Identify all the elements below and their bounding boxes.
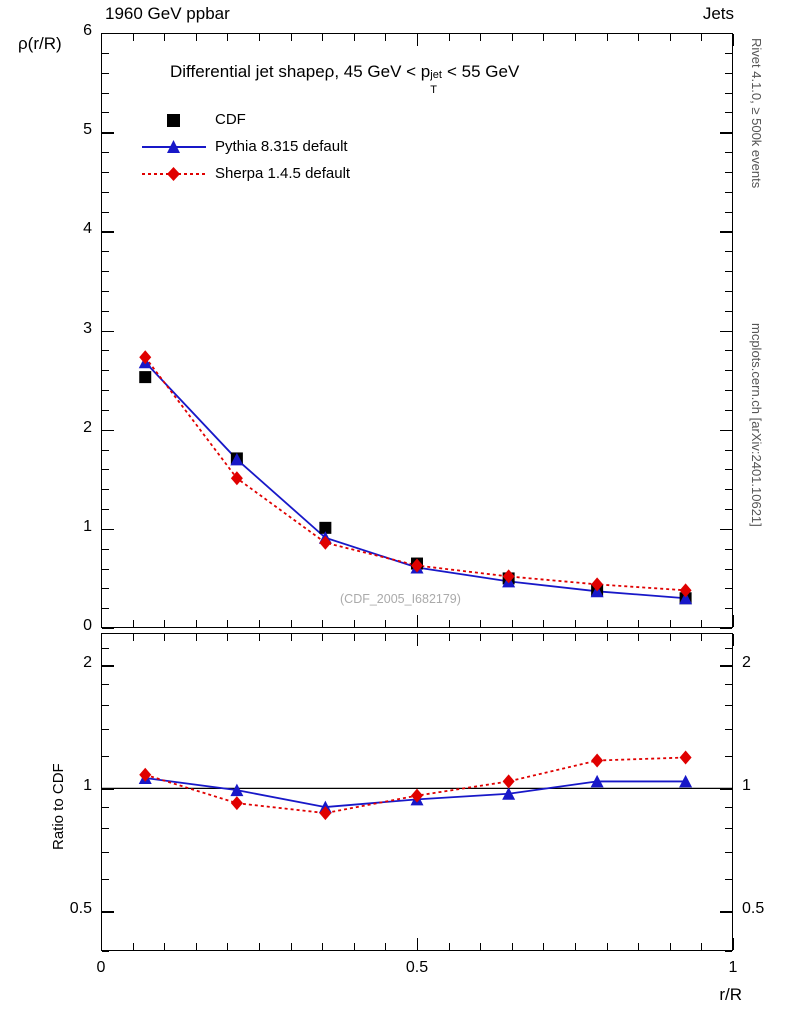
axis-tick [133,943,134,950]
axis-tick [102,53,109,54]
axis-tick [670,34,671,41]
axis-tick [102,469,109,470]
axis-tick-label: 0 [83,617,92,634]
axis-tick [102,271,109,272]
axis-tick [725,350,732,351]
axis-tick [720,911,732,912]
axis-tick [543,34,544,41]
axis-tick [725,450,732,451]
axis-tick [449,34,450,41]
axis-tick-label: 1 [742,777,751,795]
axis-tick [607,634,608,641]
axis-tick-label: 2 [742,654,751,672]
axis-tick-label: 2 [83,418,92,436]
axis-tick [102,807,109,808]
axis-tick [259,634,260,641]
axis-tick [607,943,608,950]
axis-tick [102,828,109,829]
axis-tick-label: 1 [83,777,92,795]
axis-tick [701,34,702,41]
x-axis-label: r/R [719,985,742,1004]
axis-tick [102,549,109,550]
axis-tick [101,34,102,46]
axis-tick [102,410,109,411]
ratio-series-point-1-6 [680,751,692,765]
axis-tick [102,350,109,351]
axis-tick [164,34,165,41]
axis-tick [102,633,109,634]
axis-tick [720,231,732,232]
legend-label-pythia: Pythia 8.315 default [215,138,348,155]
axis-tick [575,620,576,627]
axis-tick [322,620,323,627]
axis-tick [101,615,102,627]
axis-tick [720,33,732,34]
axis-tick [259,943,260,950]
axis-tick [102,648,109,649]
axis-tick [638,943,639,950]
ratio-series-point-1-4 [503,774,515,788]
axis-tick [725,951,732,952]
ratio-series-point-1-1 [231,796,243,810]
axis-tick [385,620,386,627]
series-line-2 [145,357,685,590]
y-axis-label-main: ρ(r/R) [18,34,62,53]
axis-tick [417,34,418,46]
axis-tick [725,705,732,706]
axis-tick [102,311,109,312]
axis-tick [385,34,386,41]
mcplots-reference-note: mcplots.cern.ch [arXiv:2401.10621] [749,323,764,527]
axis-tick [720,788,732,789]
axis-tick [102,569,109,570]
axis-tick [512,34,513,41]
axis-tick [354,620,355,627]
axis-tick [259,620,260,627]
axis-tick [725,807,732,808]
axis-tick [449,634,450,641]
axis-tick [733,34,734,46]
axis-tick [227,34,228,41]
axis-tick-label: 0 [96,959,106,976]
axis-tick [733,634,734,646]
axis-tick-label: 4 [83,220,92,238]
axis-tick [543,634,544,641]
rivet-version-note: Rivet 4.1.0, ≥ 500k events [749,38,764,189]
axis-tick [259,34,260,41]
axis-tick [725,311,732,312]
axis-tick [733,938,734,950]
y-axis-label-ratio: Ratio to CDF [50,763,67,850]
axis-tick [354,943,355,950]
axis-tick [725,291,732,292]
axis-tick [291,634,292,641]
ratio-series-point-1-2 [319,806,331,820]
ratio-plot-data [101,633,733,951]
axis-tick [725,729,732,730]
axis-tick [102,370,109,371]
main-plot-data [101,33,733,628]
axis-tick [102,951,109,952]
axis-tick-label: 2 [83,654,92,672]
axis-tick [133,34,134,41]
axis-tick [725,549,732,550]
axis-tick [701,634,702,641]
axis-tick [512,620,513,627]
axis-tick [102,331,114,332]
axis-tick [725,53,732,54]
axis-tick [725,569,732,570]
axis-tick [543,620,544,627]
axis-tick [102,291,109,292]
axis-tick [102,879,109,880]
axis-tick [670,620,671,627]
axis-tick [607,34,608,41]
axis-tick [102,390,109,391]
axis-tick [725,852,732,853]
axis-tick [102,705,109,706]
plot-title-subscript: T [430,84,437,96]
axis-tick-label: 0.5 [405,959,429,976]
axis-tick [575,34,576,41]
axis-tick [480,943,481,950]
axis-tick [638,34,639,41]
axis-tick [133,620,134,627]
axis-tick [725,112,732,113]
axis-tick [417,615,418,627]
axis-tick [385,943,386,950]
axis-tick [449,943,450,950]
axis-tick [725,756,732,757]
axis-tick [670,943,671,950]
axis-tick [102,509,109,510]
axis-tick-label: 1 [83,517,92,535]
axis-tick [164,634,165,641]
axis-tick [102,788,114,789]
axis-tick [102,212,109,213]
axis-tick [701,620,702,627]
axis-tick [291,34,292,41]
axis-tick [102,93,109,94]
axis-tick [725,588,732,589]
axis-tick [102,665,114,666]
axis-tick [720,628,732,629]
axis-tick [102,608,109,609]
axis-tick [725,172,732,173]
axis-tick [725,271,732,272]
axis-tick [720,665,732,666]
axis-tick [196,634,197,641]
axis-tick [102,588,109,589]
axis-tick [164,620,165,627]
axis-tick [322,943,323,950]
axis-tick [725,684,732,685]
plot-title-superscript: jet [430,69,442,81]
axis-tick [196,34,197,41]
axis-tick [512,943,513,950]
axis-tick [701,943,702,950]
axis-tick [102,852,109,853]
axis-tick [725,648,732,649]
axis-tick [102,729,109,730]
axis-tick [725,73,732,74]
axis-tick [322,634,323,641]
axis-tick [164,943,165,950]
axis-tick [102,684,109,685]
axis-tick-label: 3 [83,319,92,337]
axis-tick [102,172,109,173]
axis-tick [725,93,732,94]
axis-tick [102,529,114,530]
axis-tick [102,251,109,252]
axis-tick [575,634,576,641]
axis-tick [322,34,323,41]
axis-tick [670,634,671,641]
analysis-watermark: (CDF_2005_I682179) [340,592,461,606]
axis-tick [720,331,732,332]
ratio-series-point-1-5 [591,754,603,768]
axis-tick [101,938,102,950]
axis-tick [449,620,450,627]
axis-tick [725,410,732,411]
axis-tick [227,943,228,950]
axis-tick-label: 1 [728,959,738,976]
axis-tick [575,943,576,950]
axis-tick [196,943,197,950]
header-right: Jets [702,4,734,23]
axis-tick [102,489,109,490]
axis-tick [417,634,418,646]
axis-tick [725,469,732,470]
legend-label-sherpa: Sherpa 1.4.5 default [215,165,351,182]
axis-tick-label: 0.5 [742,900,765,918]
axis-tick [725,633,732,634]
axis-tick [102,911,114,912]
axis-tick [607,620,608,627]
series-point-0-0 [139,371,151,383]
axis-tick [725,152,732,153]
plot-title-tail: < 55 GeV [442,62,520,81]
axis-tick [102,192,109,193]
axis-tick [725,509,732,510]
axis-tick [102,231,114,232]
axis-tick [101,634,102,646]
axis-tick [227,634,228,641]
axis-tick [417,938,418,950]
axis-tick [102,450,109,451]
axis-tick [480,634,481,641]
axis-tick [638,620,639,627]
axis-tick [102,756,109,757]
axis-tick [720,430,732,431]
axis-tick [354,634,355,641]
axis-tick [725,879,732,880]
axis-tick [725,370,732,371]
plot-title-text: Differential jet shapeρ, 45 GeV < p [170,62,431,81]
axis-tick [725,251,732,252]
axis-tick [291,943,292,950]
axis-tick [725,212,732,213]
axis-tick [725,489,732,490]
axis-tick [480,620,481,627]
axis-tick-label: 5 [83,121,92,139]
axis-tick [543,943,544,950]
series-point-2-2 [319,536,331,550]
axis-tick [102,112,109,113]
axis-tick [725,608,732,609]
axis-tick [720,132,732,133]
axis-tick [102,33,114,34]
legend-label-cdf: CDF [215,111,246,128]
axis-tick [102,132,114,133]
axis-tick [480,34,481,41]
axis-tick [512,634,513,641]
axis-tick [102,152,109,153]
axis-tick [725,390,732,391]
axis-tick [354,34,355,41]
axis-tick [385,634,386,641]
axis-tick [720,529,732,530]
header-left: 1960 GeV ppbar [105,4,230,23]
axis-tick [102,73,109,74]
axis-tick [291,620,292,627]
axis-tick [133,634,134,641]
axis-tick [725,828,732,829]
axis-tick [638,634,639,641]
axis-tick [725,192,732,193]
axis-tick [102,628,114,629]
axis-tick-label: 6 [83,22,92,39]
axis-tick [102,430,114,431]
axis-tick [227,620,228,627]
axis-tick [196,620,197,627]
axis-tick [733,615,734,627]
axis-tick-label: 0.5 [69,900,92,918]
